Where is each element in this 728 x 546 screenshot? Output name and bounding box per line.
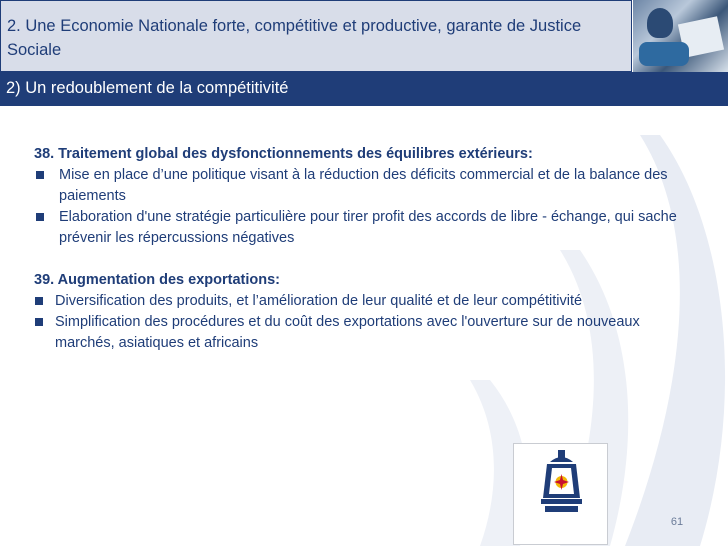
list-item — [34, 207, 694, 249]
list-item — [34, 291, 694, 312]
slide-content — [34, 144, 694, 354]
list-item-text: Simplification des procédures et du coût des exportations avec l'ouverture sur de nouveaux marchés, asiatiques et africains — [55, 314, 640, 351]
section-38-list — [34, 165, 694, 249]
list-item-text: Mise en place d’une politique visant à la réduction des déficits commercial et de la balance des paiements — [59, 167, 668, 204]
slide-title: 2. Une Economie Nationale forte, compétitive et productive, garante de Justice Sociale — [7, 17, 582, 59]
header-photo — [633, 0, 728, 72]
section-bar — [0, 72, 728, 106]
party-logo — [513, 443, 608, 545]
list-item — [34, 165, 694, 207]
lantern-logo-icon — [514, 444, 609, 546]
section-38-heading: 38. Traitement global des dysfonctionnements des équilibres extérieurs: — [34, 146, 533, 162]
section-title: 2) Un redoublement de la compétitivité — [6, 79, 289, 97]
square-bullet-icon — [35, 318, 43, 326]
list-item-text: Diversification des produits, et l’amélioration de leur qualité et de leur compétitivité — [55, 293, 583, 309]
square-bullet-icon — [36, 213, 44, 221]
page-number: 61 — [670, 516, 684, 528]
section-39-list — [34, 291, 694, 354]
square-bullet-icon — [35, 297, 43, 305]
section-39-heading: 39. Augmentation des exportations: — [34, 272, 280, 288]
square-bullet-icon — [36, 171, 44, 179]
list-item-text: Elaboration d'une stratégie particulière pour tirer profit des accords de libre - échange, qui sache prévenir les répercussions négatives — [59, 209, 677, 246]
slide-header — [0, 0, 632, 72]
list-item — [34, 312, 694, 354]
